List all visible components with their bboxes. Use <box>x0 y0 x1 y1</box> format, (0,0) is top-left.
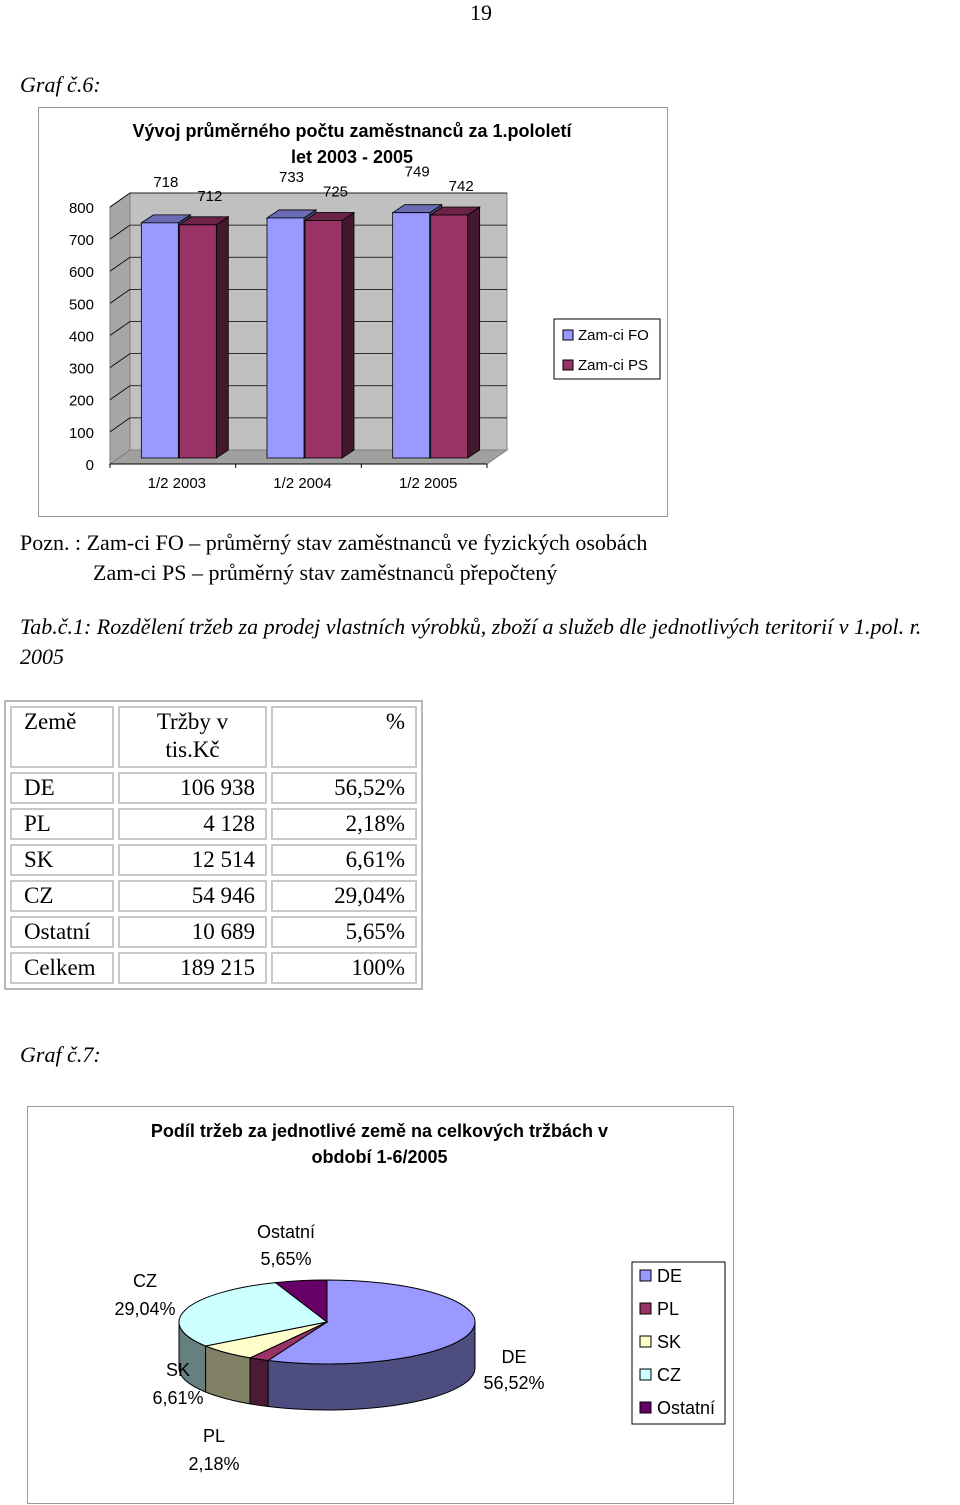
legend-swatch <box>640 1303 651 1314</box>
cell-sales: 12 514 <box>118 844 267 876</box>
bar-chart <box>0 0 960 520</box>
table-header-row <box>10 706 417 768</box>
slice-name-label: DE <box>501 1347 527 1367</box>
legend-swatch <box>640 1270 651 1281</box>
chart1-title-line2: let 2003 - 2005 <box>290 147 414 167</box>
y-tick-label: 100 <box>68 424 94 442</box>
legend-label: DE <box>657 1266 683 1286</box>
data-label: 718 <box>153 173 179 191</box>
slice-value-label: 6,61% <box>152 1388 204 1408</box>
y-tick-label: 700 <box>68 232 94 250</box>
chart2-title-line1: Podíl tržeb za jednotlivé země na celkových tržbách v <box>150 1121 609 1141</box>
y-tick-label: 500 <box>68 296 94 314</box>
slice-value-label: 5,65% <box>260 1249 312 1269</box>
header-country: Země <box>10 706 114 768</box>
cell-pct: 2,18% <box>271 808 417 840</box>
legend-swatch <box>563 330 573 340</box>
legend-label: SK <box>657 1332 682 1352</box>
data-label: 725 <box>322 183 349 201</box>
y-tick-label: 200 <box>68 392 94 410</box>
cell-country: Celkem <box>10 952 114 984</box>
y-tick-label: 800 <box>68 199 94 217</box>
table-row <box>10 844 417 876</box>
x-tick-label: 1/2 2005 <box>398 475 458 492</box>
chart1-title-line1: Vývoj průměrného počtu zaměstnanců za 1.pololetí <box>132 121 572 141</box>
cell-country: DE <box>10 772 114 804</box>
table-row <box>10 952 417 984</box>
cell-sales: 106 938 <box>118 772 267 804</box>
data-label: 742 <box>448 177 474 195</box>
x-tick-label: 1/2 2004 <box>273 475 332 492</box>
slice-name-label: SK <box>165 1360 191 1380</box>
cell-sales: 10 689 <box>118 916 267 948</box>
slice-name-label: Ostatní <box>256 1222 316 1242</box>
cell-country: CZ <box>10 880 114 912</box>
y-tick-label: 300 <box>68 360 94 378</box>
cell-sales: 54 946 <box>118 880 267 912</box>
header-sales-line1: Tržby v <box>156 709 229 734</box>
legend-swatch <box>563 360 573 370</box>
legend-label: PL <box>657 1299 680 1319</box>
bar-side <box>468 207 480 458</box>
note-line1: Pozn. : Zam-ci FO – průměrný stav zaměstnanců ve fyzických osobách <box>20 530 648 555</box>
slice-name-label: PL <box>202 1426 226 1446</box>
y-tick-label: 400 <box>68 328 94 346</box>
legend-label: Zam-ci FO <box>578 327 649 344</box>
bar <box>179 225 216 458</box>
legend-swatch <box>640 1336 651 1347</box>
cell-pct: 56,52% <box>271 772 417 804</box>
pie-chart <box>0 1100 960 1505</box>
data-label: 733 <box>278 168 305 186</box>
chart2-title-line2: období 1-6/2005 <box>311 1147 448 1167</box>
table-row <box>10 880 417 912</box>
cell-sales: 189 215 <box>118 952 267 984</box>
legend-swatch <box>640 1402 651 1413</box>
legend-label: Ostatní <box>657 1398 716 1418</box>
note-line2: Zam-ci PS – průměrný stav zaměstnanců přepočtený <box>93 560 558 585</box>
legend-label: CZ <box>657 1365 681 1385</box>
table-row <box>10 772 417 804</box>
cell-pct: 5,65% <box>271 916 417 948</box>
y-tick-label: 600 <box>68 264 94 282</box>
slice-name-label: CZ <box>133 1271 157 1291</box>
cell-sales: 4 128 <box>118 808 267 840</box>
table-caption: Tab.č.1: Rozdělení tržeb za prodej vlastních výrobků, zboží a služeb dle jednotlivých teritorií v 1.pol. r. 2005 <box>20 614 922 669</box>
cell-country: SK <box>10 844 114 876</box>
bar <box>393 213 430 458</box>
bar <box>267 218 304 458</box>
y-tick-label: 0 <box>85 456 94 474</box>
graf7-label: Graf č.7: <box>20 1042 101 1067</box>
bar-side <box>216 217 228 458</box>
data-label: 749 <box>404 163 430 181</box>
data-label: 712 <box>197 187 223 205</box>
cell-pct: 6,61% <box>271 844 417 876</box>
bar <box>141 223 178 458</box>
bar-side <box>342 213 354 458</box>
slice-value-label: 56,52% <box>483 1373 545 1393</box>
sales-table <box>4 700 423 990</box>
pie-slice-side <box>250 1358 268 1407</box>
bar <box>305 221 342 458</box>
header-sales-line2: tis.Kč <box>165 737 220 762</box>
table-row <box>10 916 417 948</box>
header-sales <box>118 706 267 768</box>
chart-note <box>20 528 647 588</box>
legend <box>632 1262 725 1424</box>
legend-swatch <box>640 1369 651 1380</box>
cell-pct: 29,04% <box>271 880 417 912</box>
slice-value-label: 29,04% <box>114 1299 176 1319</box>
bar <box>431 215 468 458</box>
cell-pct: 100% <box>271 952 417 984</box>
header-pct: % <box>271 706 417 768</box>
cell-country: Ostatní <box>10 916 114 948</box>
page-number: 19 <box>470 0 492 25</box>
graf6-label: Graf č.6: <box>20 72 101 97</box>
table-row <box>10 808 417 840</box>
x-tick-label: 1/2 2003 <box>147 475 207 492</box>
slice-value-label: 2,18% <box>188 1454 240 1474</box>
legend-label: Zam-ci PS <box>578 357 649 374</box>
legend <box>554 319 660 379</box>
cell-country: PL <box>10 808 114 840</box>
